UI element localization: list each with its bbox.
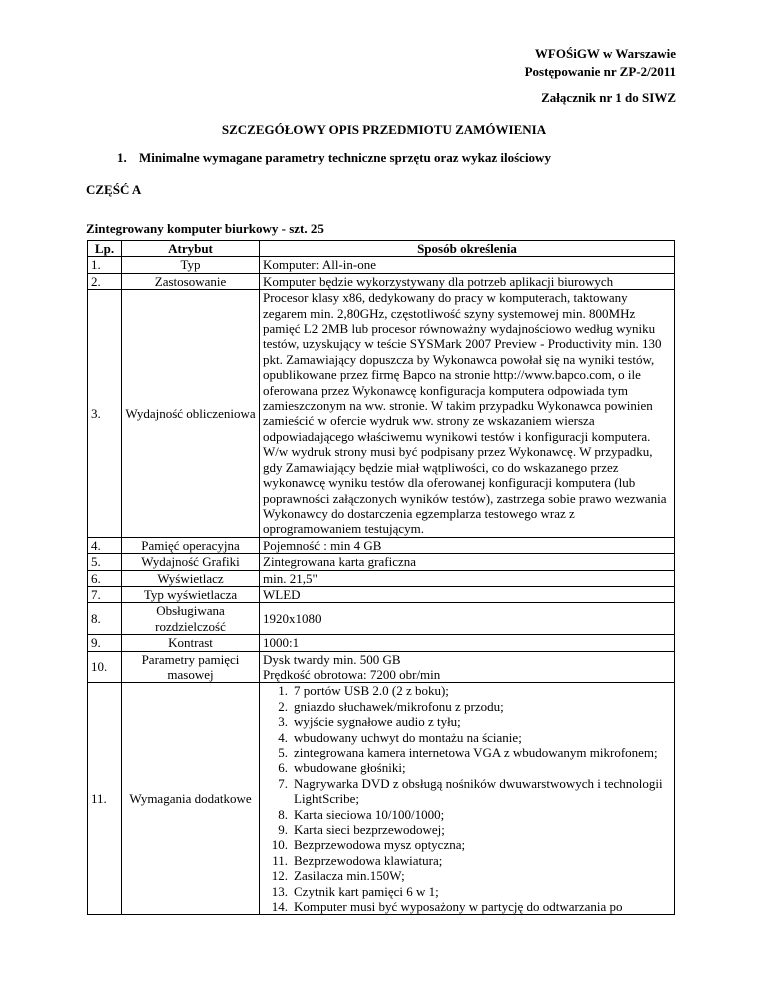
col-header-attr: Atrybut bbox=[122, 241, 260, 257]
requirements-list bbox=[263, 683, 671, 914]
list-item: 7. Nagrywarka DVD z obsługą nośników dwuwarstwowych i technologii LightScribe; bbox=[278, 775, 663, 807]
row-desc: Zintegrowana karta graficzna bbox=[260, 554, 675, 570]
list-item: 14. Komputer musi być wyposażony w partycję do odtwarzania po bbox=[271, 899, 623, 915]
section-title: Minimalne wymagane parametry techniczne sprzętu oraz wykaz ilościowy bbox=[139, 150, 551, 165]
table-row bbox=[88, 273, 675, 289]
row-lp: 7. bbox=[88, 586, 122, 602]
list-item: 1. 7 portów USB 2.0 (2 z boku); bbox=[278, 683, 449, 699]
table-row bbox=[88, 651, 675, 683]
row-lp: 5. bbox=[88, 554, 122, 570]
table-row bbox=[88, 537, 675, 553]
table-row bbox=[88, 635, 675, 651]
row-desc: 1000:1 bbox=[260, 635, 675, 651]
row-attr: Wymagania dodatkowe bbox=[122, 683, 260, 915]
row-lp: 9. bbox=[88, 635, 122, 651]
col-header-desc: Sposób określenia bbox=[260, 241, 675, 257]
row-lp: 2. bbox=[88, 273, 122, 289]
table-row bbox=[88, 554, 675, 570]
list-item: 2. gniazdo słuchawek/mikrofonu z przodu; bbox=[278, 698, 504, 714]
row-lp: 1. bbox=[88, 257, 122, 273]
row-lp: 11. bbox=[88, 683, 122, 915]
list-item: 4. wbudowany uchwyt do montażu na ścianie; bbox=[278, 729, 522, 745]
list-item: 9. Karta sieci bezprzewodowej; bbox=[278, 822, 445, 838]
row-desc: Komputer będzie wykorzystywany dla potrzeb aplikacji biurowych bbox=[260, 273, 675, 289]
row-attr: Wyświetlacz bbox=[122, 570, 260, 586]
row-desc: min. 21,5" bbox=[260, 570, 675, 586]
row-lp: 4. bbox=[88, 537, 122, 553]
section-number: 1. bbox=[117, 150, 127, 165]
header-procedure: Postępowanie nr ZP-2/2011 bbox=[524, 64, 676, 79]
header-attachment: Załącznik nr 1 do SIWZ bbox=[541, 90, 676, 105]
list-item: 3. wyjście sygnałowe audio z tyłu; bbox=[278, 714, 461, 730]
row-desc: Komputer: All-in-one bbox=[260, 257, 675, 273]
list-item: 12. Zasilacza min.150W; bbox=[271, 868, 405, 884]
table-row bbox=[88, 683, 675, 915]
list-item: 13. Czytnik kart pamięci 6 w 1; bbox=[271, 883, 439, 899]
table-row bbox=[88, 290, 675, 538]
document-title: SZCZEGÓŁOWY OPIS PRZEDMIOTU ZAMÓWIENIA bbox=[221, 122, 547, 137]
header-org: WFOŚiGW w Warszawie bbox=[534, 46, 676, 61]
table-row bbox=[88, 603, 675, 635]
product-heading: Zintegrowany komputer biurkowy - szt. 25 bbox=[86, 221, 324, 236]
storage-speed-line: Prędkość obrotowa: 7200 obr/min bbox=[263, 666, 441, 682]
row-attr: Wydajność Grafiki bbox=[122, 554, 260, 570]
row-desc: Procesor klasy x86, dedykowany do pracy w komputerach, taktowany zegarem min. 2,80GHz, częstotliwość szyny systemowej min. 800MHz pamięć L2 2MB lub procesor równoważny wydajnościowo według wyniku testów, uzyskujący w teście SYSMark 2007 Preview - Productivity min. 130 pkt. Zamawiający dopuszcza by Wykonawca powołał się na wyniki testów, opublikowane przez firmę Bapco na stronie http://www.bapco.com, o ile oferowana przez Wykonawcę konfiguracja komputera odpowiada tym zamieszczonym na ww. stronie. W takim przypadku Wykonawca powinien zamieścić w ofercie wydruk ww. strony ze wskazaniem wiersza odpowiadającego właściwemu wynikowi testów i konfiguracji komputera. W/w wydruk strony musi być podpisany przez Wykonawcę. W przypadku, gdy Zamawiający będzie miał wątpliwości, co do wskazanego przez wykonawcę wyniku testów dla oferowanej konfiguracji komputera (lub poprawności załączonych wyników testów), zastrzega sobie prawo wezwania Wykonawcy do dostarczenia egzemplarza testowego wraz z oprogramowaniem testującym. bbox=[260, 290, 675, 538]
list-item: 11. Bezprzewodowa klawiatura; bbox=[272, 852, 443, 868]
row-desc: 1920x1080 bbox=[260, 603, 675, 635]
table-row bbox=[88, 570, 675, 586]
row-desc: WLED bbox=[260, 586, 675, 602]
row-attr: Pamięć operacyjna bbox=[122, 537, 260, 553]
row-lp: 10. bbox=[88, 651, 122, 683]
row-desc bbox=[260, 683, 675, 915]
spec-table bbox=[87, 240, 675, 915]
row-lp: 3. bbox=[88, 290, 122, 538]
list-item: 5. zintegrowana kamera internetowa VGA z wbudowanym mikrofonem; bbox=[278, 745, 658, 760]
row-attr: Parametry pamięci masowej bbox=[122, 651, 260, 683]
row-desc bbox=[260, 651, 675, 683]
row-lp: 6. bbox=[88, 570, 122, 586]
row-attr: Typ bbox=[122, 257, 260, 273]
list-item: 10. Bezprzewodowa mysz optyczna; bbox=[271, 837, 466, 853]
row-lp: 8. bbox=[88, 603, 122, 635]
col-header-lp: Lp. bbox=[88, 241, 122, 257]
row-attr: Zastosowanie bbox=[122, 273, 260, 289]
row-attr: Wydajność obliczeniowa bbox=[122, 290, 260, 538]
part-label: CZĘŚĆ A bbox=[86, 182, 142, 197]
row-desc: Pojemność : min 4 GB bbox=[260, 537, 675, 553]
list-item: 6. wbudowane głośniki; bbox=[278, 760, 406, 776]
table-header-row bbox=[88, 241, 675, 257]
table-row bbox=[88, 257, 675, 273]
row-attr: Typ wyświetlacza bbox=[122, 586, 260, 602]
row-attr: Kontrast bbox=[122, 635, 260, 651]
row-attr: Obsługiwana rozdzielczość bbox=[122, 603, 260, 635]
list-item: 8. Karta sieciowa 10/100/1000; bbox=[278, 806, 445, 822]
storage-disk-line: Dysk twardy min. 500 GB bbox=[263, 651, 401, 667]
table-row bbox=[88, 586, 675, 602]
